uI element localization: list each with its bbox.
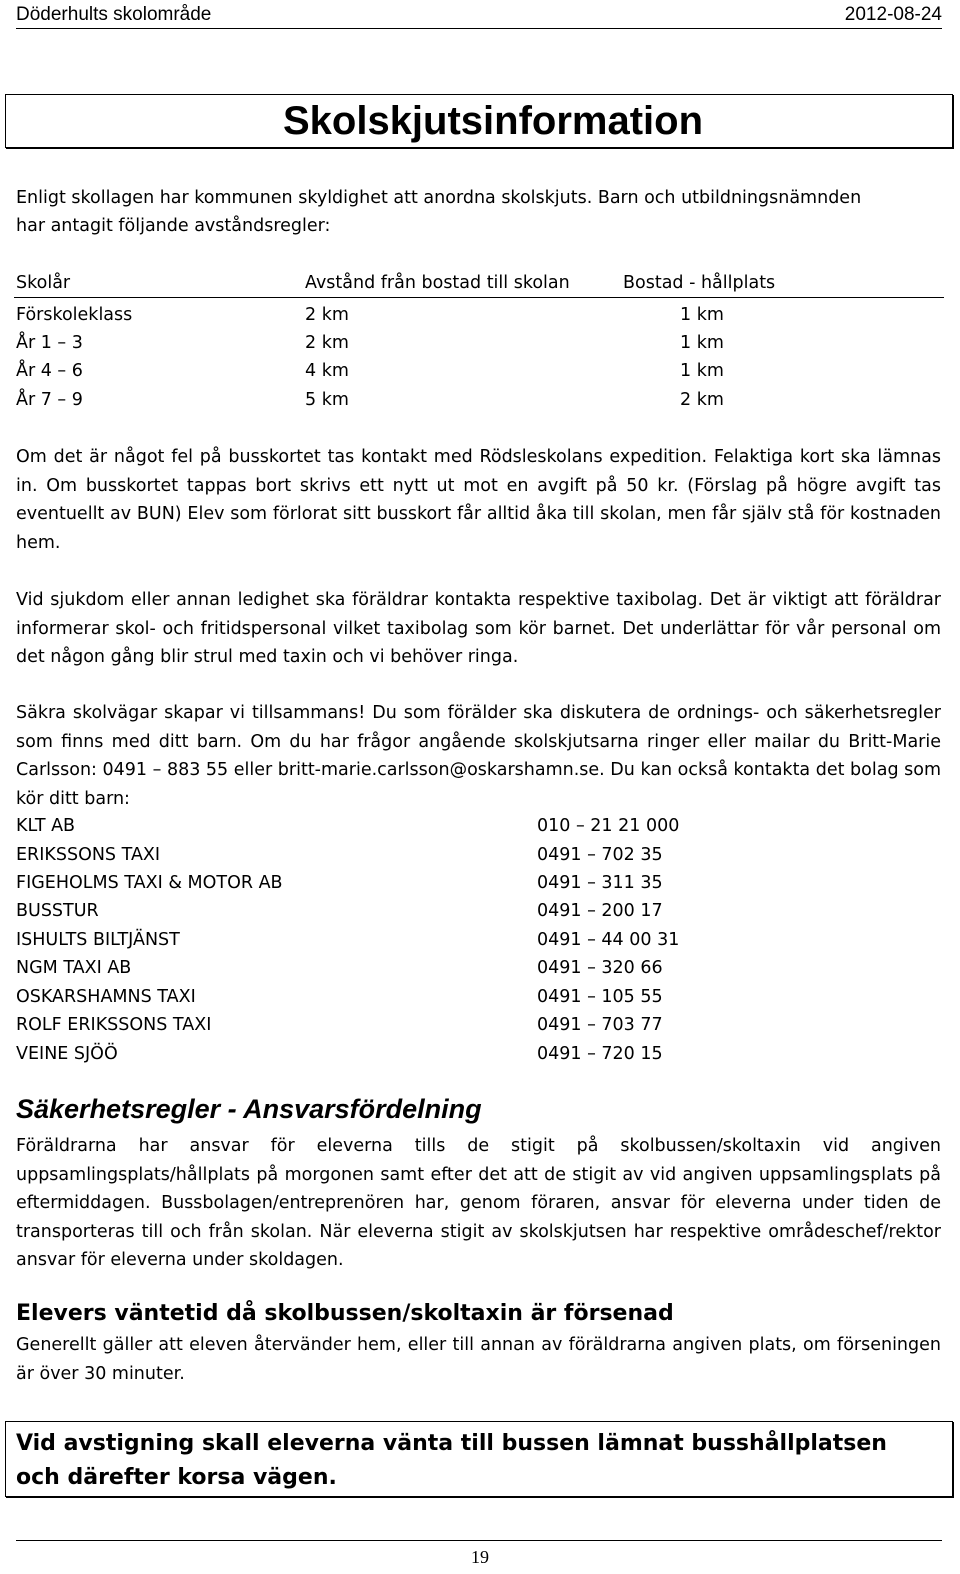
company-name: ROLF ERIKSSONS TAXI bbox=[16, 1015, 212, 1035]
table-row-grade: År 4 – 6 bbox=[16, 361, 83, 381]
safety-rules-paragraph: Föräldrarna har ansvar för eleverna tills de stigit på skolbussen/skoltaxin vid angiven uppsamlingsplats/hållplats på morgonen samt efter det att de stigit av vid angiven uppsamlingsplats på eftermiddagen. Bussbolagen/entreprenören har, genom föraren, ansvar för eleverna under tiden de transporteras till och från skolan. När eleverna stigit av skolskjutsen har respektive områdeschef/rektor ansvar för eleverna under skoldagen. bbox=[16, 1136, 941, 1270]
title-box bbox=[5, 94, 953, 148]
table-header-distance-school: Avstånd från bostad till skolan bbox=[305, 273, 570, 293]
table-row-stop-distance: 1 km bbox=[680, 333, 724, 353]
company-phone: 0491 – 320 66 bbox=[537, 958, 663, 978]
table-row-school-distance: 5 km bbox=[305, 390, 349, 410]
footer-rule bbox=[16, 1540, 942, 1541]
company-phone: 010 – 21 21 000 bbox=[537, 816, 680, 836]
company-phone: 0491 – 105 55 bbox=[537, 987, 663, 1007]
buscard-paragraph: Om det är något fel på busskortet tas kontakt med Rödsleskolans expedition. Felaktiga kort ska lämnas in. Om busskortet tappas bort skrivs ett nytt ut mot en avgift på 50 kr. (Förslag på högre avgift tas eventuellt av BUN) Elev som förlorat sitt busskort får alltid åka till skolan, men får själv stå för kostnaden hem. bbox=[16, 447, 941, 553]
intro-line-1: Enligt skollagen har kommunen skyldighet att anordna skolskjuts. Barn och utbildningsnämnden bbox=[16, 188, 862, 208]
delay-paragraph: Generellt gäller att eleven återvänder hem, eller till annan av föräldrarna angiven plats, om förseningen är över 30 minuter. bbox=[16, 1335, 941, 1384]
company-name: ISHULTS BILTJÄNST bbox=[16, 930, 180, 950]
intro-line-2: har antagit följande avståndsregler: bbox=[16, 216, 331, 236]
section-heading-safety-rules: Säkerhetsregler - Ansvarsfördelning bbox=[16, 1094, 482, 1124]
company-phone: 0491 – 703 77 bbox=[537, 1015, 663, 1035]
page-number: 19 bbox=[471, 1547, 489, 1567]
company-phone: 0491 – 702 35 bbox=[537, 845, 663, 865]
table-row-grade: Förskoleklass bbox=[16, 305, 133, 325]
table-row-school-distance: 2 km bbox=[305, 333, 349, 353]
company-name: VEINE SJÖÖ bbox=[16, 1044, 118, 1064]
company-phone: 0491 – 44 00 31 bbox=[537, 930, 680, 950]
important-note: Vid avstigning skall eleverna vänta till bussen lämnat busshållplatsen och därefter korsa vägen. bbox=[16, 1431, 887, 1490]
sickness-paragraph: Vid sjukdom eller annan ledighet ska föräldrar kontakta respektive taxibolag. Det är viktigt att föräldrar informerar skol- och fritidspersonal vilket taxibolag som kör barnet. Det underlättar för vår personal om det någon gång blir strul med taxin och vi behöver ringa. bbox=[16, 590, 941, 667]
table-row-school-distance: 2 km bbox=[305, 305, 349, 325]
page-title: Skolskjutsinformation bbox=[282, 99, 704, 143]
company-phone: 0491 – 311 35 bbox=[537, 873, 663, 893]
page-header bbox=[16, 2, 942, 29]
company-phone: 0491 – 720 15 bbox=[537, 1044, 663, 1064]
table-row-school-distance: 4 km bbox=[305, 361, 349, 381]
table-header-school-year: Skolår bbox=[16, 273, 71, 293]
company-name: BUSSTUR bbox=[16, 901, 99, 921]
important-note-box bbox=[5, 1421, 953, 1497]
company-name: NGM TAXI AB bbox=[16, 958, 132, 978]
header-date: 2012-08-24 bbox=[844, 4, 942, 25]
company-name: OSKARSHAMNS TAXI bbox=[16, 987, 196, 1007]
table-header-distance-stop: Bostad - hållplats bbox=[623, 273, 776, 293]
company-phone: 0491 – 200 17 bbox=[537, 901, 663, 921]
company-name: KLT AB bbox=[16, 816, 76, 836]
company-name: FIGEHOLMS TAXI & MOTOR AB bbox=[16, 873, 283, 893]
table-row-stop-distance: 1 km bbox=[680, 305, 724, 325]
table-row-stop-distance: 2 km bbox=[680, 390, 724, 410]
header-school-area: Döderhults skolområde bbox=[16, 4, 212, 25]
section-heading-delay: Elevers väntetid då skolbussen/skoltaxin är försenad bbox=[16, 1301, 674, 1326]
table-header-rule bbox=[14, 297, 944, 298]
company-name: ERIKSSONS TAXI bbox=[16, 845, 161, 865]
table-row-stop-distance: 1 km bbox=[680, 361, 724, 381]
table-row-grade: År 7 – 9 bbox=[16, 390, 83, 410]
table-row-grade: År 1 – 3 bbox=[16, 333, 83, 353]
safety-paragraph: Säkra skolvägar skapar vi tillsammans! Du som förälder ska diskutera de ordnings- och säkerhetsregler som finns med ditt barn. Om du har frågor angående skolskjutsarna ringer eller mailar du Britt-Marie Carlsson: 0491 – 883 55 eller britt-marie.carlsson@oskarshamn.se. Du kan också kontakta det bolag som kör ditt barn: bbox=[16, 703, 941, 809]
